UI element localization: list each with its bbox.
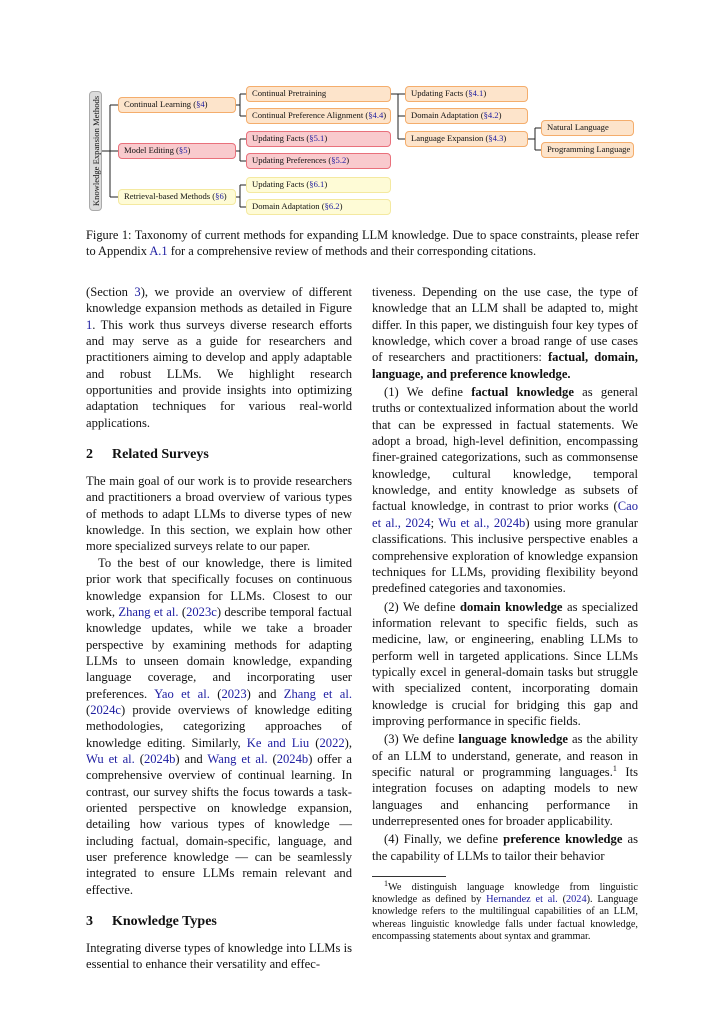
text-run: Language Expansion (: [411, 133, 489, 143]
taxonomy-node: [541, 120, 634, 136]
bold-term: domain knowledge: [459, 599, 563, 614]
text-run: ) provide overviews of knowledge editing methodologies, categorizing approaches of knowledge editing. Similarly,: [86, 702, 352, 750]
bold-term: language knowledge: [458, 732, 568, 747]
citation-link[interactable]: 2023c: [186, 604, 217, 619]
citation-link[interactable]: A.1: [149, 244, 168, 258]
root-label: Knowledge Expansion Methods: [90, 95, 101, 207]
text-run: ) offer a comprehensive overview of continual learning. In contrast, our survey shifts the focus towards a task-oriented perspective on knowledge expansion, detailing how various types of knowledge — including factual, domain-specific, language, and user preference knowledge — can be seamlessly integrated to ensure LLMs remain relevant and effective.: [86, 751, 353, 897]
text-run: (: [267, 751, 277, 766]
paragraph: [372, 284, 638, 382]
text-run: ;: [430, 515, 439, 530]
paragraph: [372, 384, 638, 596]
paragraph: [372, 831, 638, 864]
text-run: ) using more granular classifications. This inclusive perspective enables a comprehensive exploration of knowledge expansion techniques for LLMs, providing flexibility beyond predefined categories and taxonomies.: [372, 515, 638, 596]
citation-link[interactable]: §5: [178, 145, 188, 155]
text-run: Continual Pretraining: [252, 88, 327, 98]
citation-link[interactable]: 1: [86, 317, 93, 332]
text-run: Its integration focuses on adapting models to new languages and enhancing performance in underrepresented ones for broader applicability.: [372, 764, 638, 828]
taxonomy-node: [541, 142, 634, 158]
citation-link[interactable]: §4.4: [368, 110, 384, 120]
paragraph: [372, 731, 638, 829]
section-heading: [86, 914, 352, 930]
text-run: Continual Learning (: [124, 99, 197, 109]
citation-link[interactable]: Yao et al.: [154, 686, 210, 701]
taxonomy-node: [246, 199, 391, 215]
text-run: (: [557, 894, 566, 906]
text-run: ): [223, 191, 227, 201]
text-run: Updating Facts (: [252, 133, 310, 143]
citation-link[interactable]: §4: [196, 99, 205, 109]
citation-link[interactable]: §6.1: [309, 179, 325, 189]
text-run: ): [483, 88, 487, 98]
citation-link[interactable]: §4.1: [468, 88, 484, 98]
text-run: Natural Language: [547, 122, 609, 132]
taxonomy-node: [118, 97, 236, 113]
citation-link[interactable]: §4.2: [483, 110, 499, 120]
text-run: (: [209, 686, 222, 701]
footnote-marker: 1: [612, 763, 617, 773]
left-column: [86, 284, 352, 973]
bold-term: factual, domain, language, and preference knowledge.: [372, 350, 638, 381]
text-run: for a comprehensive review of methods and their corresponding citations.: [167, 244, 537, 258]
text-run: ): [346, 155, 350, 165]
text-run: (: [178, 604, 187, 619]
bold-term: factual knowledge: [471, 385, 574, 400]
citation-link[interactable]: 2022: [319, 735, 345, 750]
text-run: (1) We define: [384, 385, 472, 400]
text-run: Updating Facts (: [252, 179, 310, 189]
taxonomy-node: [405, 108, 528, 124]
text-run: as general truths or contextualized information about the world that can be expressed in factual statements. We adopt a broad, high-level definition, encompassing finer-grained categorizations, such as commonsense knowledge, cultural knowledge, temporal knowledge, and entity knowledge as subsets of factual knowledge, in contrast to prior works (: [372, 385, 638, 514]
section-title: Related Surveys: [112, 447, 209, 463]
paragraph: [86, 284, 352, 431]
text-run: as specialized information relevant to specific fields, such as medicine, law, or engineering, enabling LLMs to perform well in targeted applications. Since LLMs typically excel in general-domain tasks but struggle with specialized content, incorporating domain knowledge is crucial for bridging this gap and improving performance in specific fields.: [372, 599, 638, 728]
citation-link[interactable]: §4.3: [488, 133, 504, 143]
paragraph: [86, 555, 352, 898]
paragraph: [86, 473, 352, 555]
figure-caption: [86, 227, 639, 259]
text-run: We distinguish language knowledge from linguistic knowledge as defined by: [372, 882, 638, 906]
text-run: Updating Preferences (: [252, 155, 332, 165]
text-run: ): [187, 145, 191, 155]
citation-link[interactable]: Wang et al.: [207, 751, 268, 766]
text-run: tiveness. Depending on the use case, the type of knowledge that an LLM shall be adapted to, might differ. In this paper, we distinguish four key types of knowledge, which cover a broad range of use cases of researchers and practitioners:: [372, 285, 638, 365]
text-run: Continual Preference Alignment (: [252, 110, 369, 120]
text-run: To the best of our knowledge, there is limited prior work that specifically focuses on continuous knowledge expansion for LLMs. Closest to our work,: [86, 555, 352, 619]
citation-link[interactable]: §5.1: [309, 133, 325, 143]
right-column: [372, 284, 638, 864]
text-run: ): [383, 110, 387, 120]
citation-link[interactable]: Cao et al., 2024: [372, 499, 638, 530]
section-number: 3: [86, 914, 93, 930]
text-run: . This work thus surveys diverse research efforts and may serve as a guide for researchers and practitioners aiming to develop and apply adaptable and robust LLMs. We highlight research opportunities and provide insights into optimizing adaptation techniques for various real-world applications.: [86, 317, 352, 430]
footnote: [372, 876, 638, 943]
text-run: (4) Finally, we define: [384, 832, 504, 847]
taxonomy-node: [246, 177, 391, 193]
citation-link[interactable]: Wu et al.: [86, 751, 135, 766]
text-run: Domain Adaptation (: [252, 201, 325, 211]
taxonomy-node: [118, 143, 236, 159]
taxonomy-node: [118, 189, 236, 205]
taxonomy-node: [405, 131, 528, 147]
text-run: Figure 1: Taxonomy of current methods for expanding LLM knowledge. Due to space constraints, please refer to Appendix: [86, 228, 639, 258]
citation-link[interactable]: §6.2: [324, 201, 340, 211]
citation-link[interactable]: 2024: [566, 894, 587, 906]
text-run: as the ability of an LLM to understand, generate, and reason in specific natural or programming languages.: [372, 732, 638, 779]
text-run: Integrating diverse types of knowledge into LLMs is essential to enhance their versatility and effec-: [86, 941, 352, 972]
citation-link[interactable]: 2023: [221, 686, 247, 701]
text-run: ): [498, 110, 502, 120]
text-run: (: [309, 735, 320, 750]
section-number: 2: [86, 447, 93, 463]
text-run: The main goal of our work is to provide researchers and practitioners a broad overview of various types of methods to adapt LLMs to diverse types of new knowledge. In this section, we explain how other more specialized surveys relate to our paper.: [86, 474, 352, 554]
text-run: ),: [344, 735, 352, 750]
paragraph: [86, 940, 352, 973]
citation-link[interactable]: 3: [134, 285, 141, 299]
footnote-marker: 1: [384, 878, 388, 888]
text-run: (2) We define: [384, 599, 460, 614]
citation-link[interactable]: Ke and Liu: [246, 735, 310, 750]
text-run: ), we provide an overview of different knowledge expansion methods as detailed in Figure: [86, 285, 353, 316]
text-run: ): [204, 99, 208, 109]
taxonomy-node: [246, 86, 391, 102]
taxonomy-node: [246, 131, 391, 147]
text-run: Domain Adaptation (: [411, 110, 484, 120]
text-run: ) and: [246, 686, 284, 701]
taxonomy-node: [405, 86, 528, 102]
citation-link[interactable]: Zhang et al.: [118, 604, 179, 619]
text-run: (3) We define: [384, 732, 459, 747]
text-run: (Section: [86, 285, 135, 299]
text-run: ) describe temporal factual knowledge updates, while we take a broader perspective by examining methods for adapting LLMs to unseen domain knowledge, expanding language coverage, and incorporating user preferences.: [86, 604, 353, 701]
taxonomy-node: [246, 153, 391, 169]
root-node: [89, 91, 102, 211]
citation-link[interactable]: §6: [215, 191, 224, 201]
text-run: Updating Facts (: [411, 88, 469, 98]
section-heading: [86, 447, 352, 463]
text-run: Model Editing (: [124, 145, 179, 155]
text-run: (: [86, 702, 91, 717]
text-run: (: [134, 751, 144, 766]
citation-link[interactable]: Wu et al., 2024b: [438, 515, 526, 530]
section-title: Knowledge Types: [112, 914, 217, 930]
text-run: ): [324, 179, 328, 189]
citation-link[interactable]: Zhang et al.: [283, 686, 353, 701]
citation-link[interactable]: §5.2: [331, 155, 347, 165]
citation-link[interactable]: 2024b: [276, 751, 309, 766]
citation-link[interactable]: 2024b: [143, 751, 176, 766]
text-run: Retrieval-based Methods (: [124, 191, 216, 201]
text-run: ): [324, 133, 328, 143]
taxonomy-node: [246, 108, 391, 124]
text-run: ) and: [175, 751, 208, 766]
text-run: Programming Language: [547, 144, 631, 154]
paragraph: [372, 599, 638, 730]
citation-link[interactable]: Hernandez et al.: [486, 894, 558, 906]
text-run: ). Language knowledge refers to the multilingual capabilities of an LLM, whereas linguistic knowledge falls under factual knowledge, encompassing statements about syntax and grammar.: [372, 894, 638, 942]
text-run: as the capability of LLMs to tailor their behavior: [372, 832, 639, 863]
citation-link[interactable]: 2024c: [90, 702, 121, 717]
bold-term: preference knowledge: [503, 832, 623, 847]
text-run: ): [503, 133, 507, 143]
text-run: ): [339, 201, 343, 211]
